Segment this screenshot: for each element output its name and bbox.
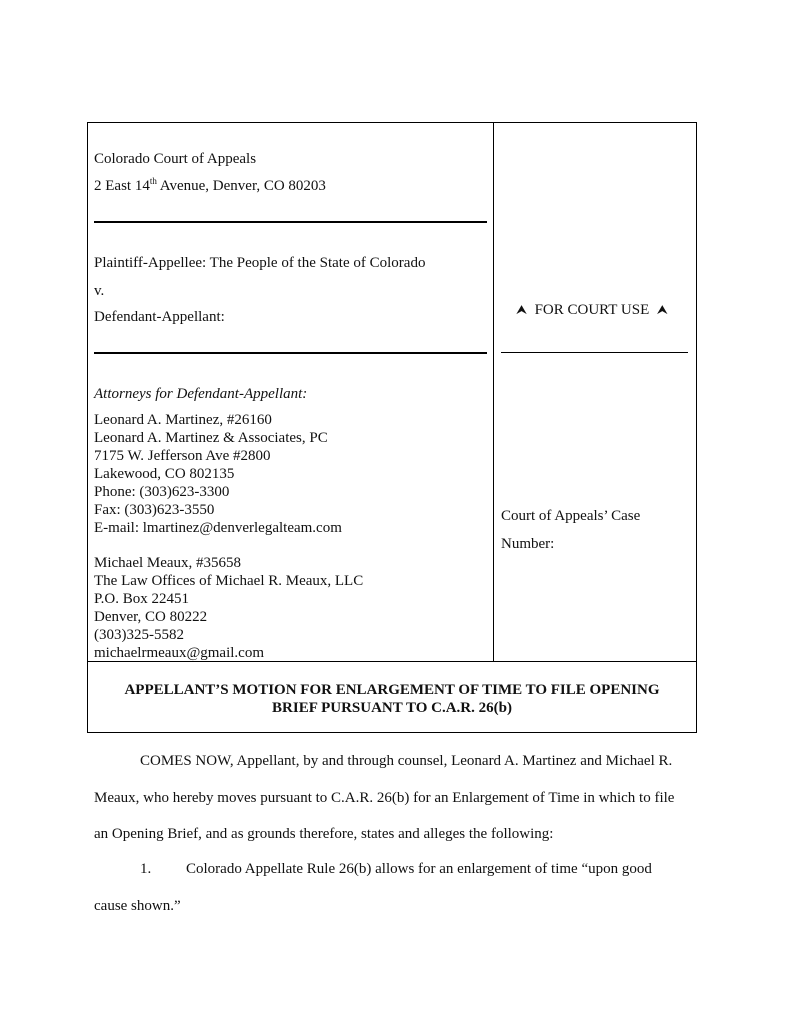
attorney-email: michaelrmeaux@gmail.com: [94, 645, 265, 661]
up-arrow-icon: ⮝: [516, 303, 528, 318]
attorney-line: (303)325-5582: [94, 627, 184, 643]
plaintiff-line: Plaintiff-Appellee: The People of the State of Colorado: [94, 255, 426, 271]
attorney-line: Denver, CO 80222: [94, 609, 208, 625]
attorney-line: Leonard A. Martinez, #26160: [94, 412, 272, 428]
motion-title: APPELLANT’S MOTION FOR ENLARGEMENT OF TIME TO FILE OPENING BRIEF PURSUANT TO C.A.R. 26(b): [124, 682, 660, 716]
attorney-line: 7175 W. Jefferson Ave #2800: [94, 448, 271, 464]
attorney-line: Michael Meaux, #35658: [94, 555, 242, 571]
up-arrow-icon: ⮝: [656, 303, 668, 318]
list-item-text: cause shown.”: [94, 898, 181, 914]
case-number-label: Number:: [501, 536, 555, 552]
attorney-email: E-mail: lmartinez@denverlegalteam.com: [94, 520, 342, 536]
attorney-line: Fax: (303)623-3550: [94, 502, 215, 518]
attorney-line: The Law Offices of Michael R. Meaux, LLC: [94, 573, 364, 589]
attorney-line: P.O. Box 22451: [94, 591, 190, 607]
list-item-text: Colorado Appellate Rule 26(b) allows for an enlargement of time “upon good: [186, 861, 652, 877]
section-rule: [94, 221, 487, 223]
defendant-line: Defendant-Appellant:: [94, 309, 225, 325]
body-paragraph-line: COMES NOW, Appellant, by and through counsel, Leonard A. Martinez and Michael R.: [140, 753, 673, 769]
case-number-label: Court of Appeals’ Case: [501, 508, 641, 524]
list-item-number: 1.: [140, 861, 152, 877]
versus: v.: [94, 283, 105, 299]
attorney-line: Leonard A. Martinez & Associates, PC: [94, 430, 328, 446]
court-name: Colorado Court of Appeals: [94, 151, 257, 167]
section-rule: [94, 352, 487, 354]
caption-divider-vertical: [493, 122, 494, 661]
court-use-rule: [501, 352, 688, 353]
attorney-line: Phone: (303)623-3300: [94, 484, 230, 500]
attorneys-heading: Attorneys for Defendant-Appellant:: [94, 386, 308, 402]
court-use-label: ⮝ FOR COURT USE ⮝: [516, 302, 668, 318]
court-address: 2 East 14th Avenue, Denver, CO 80203: [94, 176, 326, 194]
body-paragraph-line: Meaux, who hereby moves pursuant to C.A.R. 26(b) for an Enlargement of Time in which to file: [94, 790, 675, 806]
body-paragraph-line: an Opening Brief, and as grounds therefore, states and alleges the following:: [94, 826, 554, 842]
attorney-line: Lakewood, CO 802135: [94, 466, 235, 482]
